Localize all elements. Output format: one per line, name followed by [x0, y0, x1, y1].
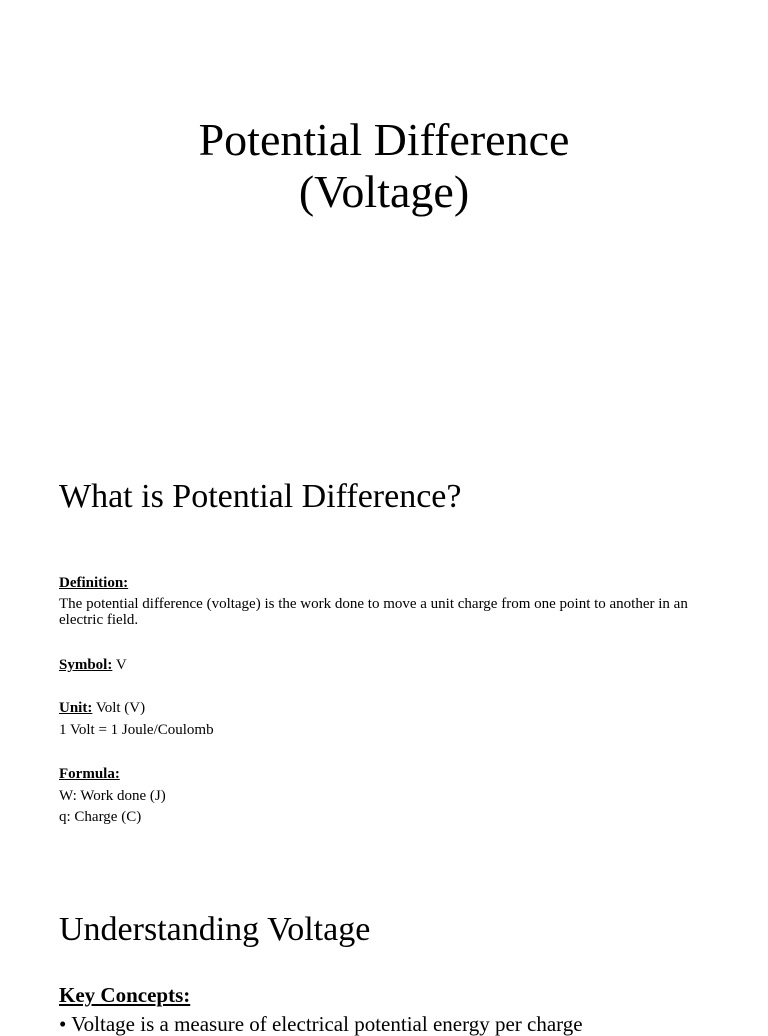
- unit-equivalence: 1 Volt = 1 Joule/Coulomb: [59, 722, 214, 738]
- section-heading-what-is: What is Potential Difference?: [59, 478, 462, 515]
- formula-label: Formula:: [59, 766, 120, 782]
- definition-label-text: Definition:: [59, 575, 129, 591]
- formula-charge: q: Charge (C): [59, 809, 142, 825]
- title-line-2: (Voltage): [298, 166, 470, 217]
- unit-row: [59, 700, 145, 716]
- formula-row: [59, 766, 120, 782]
- unit-value: Volt (V): [95, 700, 146, 716]
- title-line-1: Potential Difference: [198, 114, 570, 165]
- symbol-row: [59, 657, 127, 673]
- symbol-label: Symbol:: [59, 657, 113, 673]
- key-concept-item: • Voltage is a measure of electrical potential energy per charge: [59, 1012, 583, 1036]
- key-concepts-label: Key Concepts:: [59, 983, 191, 1007]
- section-heading-understanding: Understanding Voltage: [59, 911, 371, 948]
- formula-work-done: W: Work done (J): [59, 788, 166, 804]
- definition-text: The potential difference (voltage) is the work done to move a unit charge from one point to another in an electric field.: [59, 596, 688, 628]
- definition-label: [59, 575, 128, 591]
- unit-label: Unit:: [59, 700, 93, 716]
- symbol-value: V: [115, 657, 127, 673]
- document-title: [0, 114, 768, 218]
